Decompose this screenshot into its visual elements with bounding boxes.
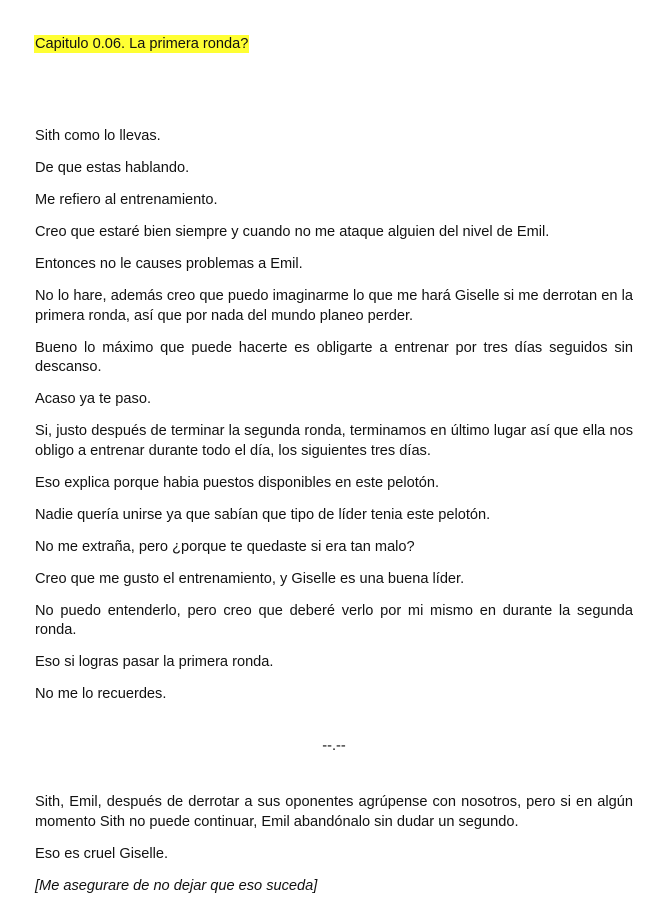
paragraph: Creo que me gusto el entrenamiento, y Giselle es una buena líder. [35,570,465,587]
paragraph: Eso si logras pasar la primera ronda. [35,654,274,670]
paragraph: De que estas hablando. [35,160,190,176]
paragraph: Me refiero al entrenamiento. [35,192,218,208]
paragraph: No me extraña, pero ¿porque te quedaste si era tan malo? [35,538,415,555]
paragraph: Eso es cruel Giselle. [35,845,169,862]
paragraph: Sith, Emil, después de derrotar a sus oponentes agrúpense con nosotros, pero si en algún momento Sith no puede continuar, Emil abandónalo sin dudar un segundo. [35,794,633,830]
paragraph: Eso explica porque habia puestos disponibles en este pelotón. [35,474,440,491]
scene-separator: --.-- [322,738,346,754]
dialogue-section-1 [35,127,633,717]
paragraph: No puedo entenderlo, pero creo que deberé verlo por mi mismo en durante la segunda ronda. [35,602,633,638]
paragraph: Si, justo después de terminar la segunda ronda, terminamos en último lugar así que ella nos obligo a entrenar durante todo el día, los siguientes tres días. [35,423,633,459]
paragraph: Creo que estaré bien siempre y cuando no me ataque alguien del nivel de Emil. [35,224,550,240]
paragraph: No lo hare, además creo que puedo imaginarme lo que me hará Giselle si me derrotan en la primera ronda, así que por nada del mundo planeo perder. [35,288,633,324]
dialogue-section-2 [35,793,633,909]
paragraph: No me lo recuerdes. [35,686,167,702]
paragraph: Acaso ya te paso. [35,391,152,407]
paragraph: Sith como lo llevas. [35,128,161,144]
paragraph: Bueno lo máximo que puede hacerte es obligarte a entrenar por tres días seguidos sin descanso. [35,339,633,375]
paragraph: Nadie quería unirse ya que sabían que tipo de líder tenia este pelotón. [35,506,491,523]
chapter-heading: Capitulo 0.06. La primera ronda? [35,36,249,52]
italic-thought: [Me asegurare de no dejar que eso suceda] [35,877,318,894]
paragraph: Entonces no le causes problemas a Emil. [35,256,303,272]
